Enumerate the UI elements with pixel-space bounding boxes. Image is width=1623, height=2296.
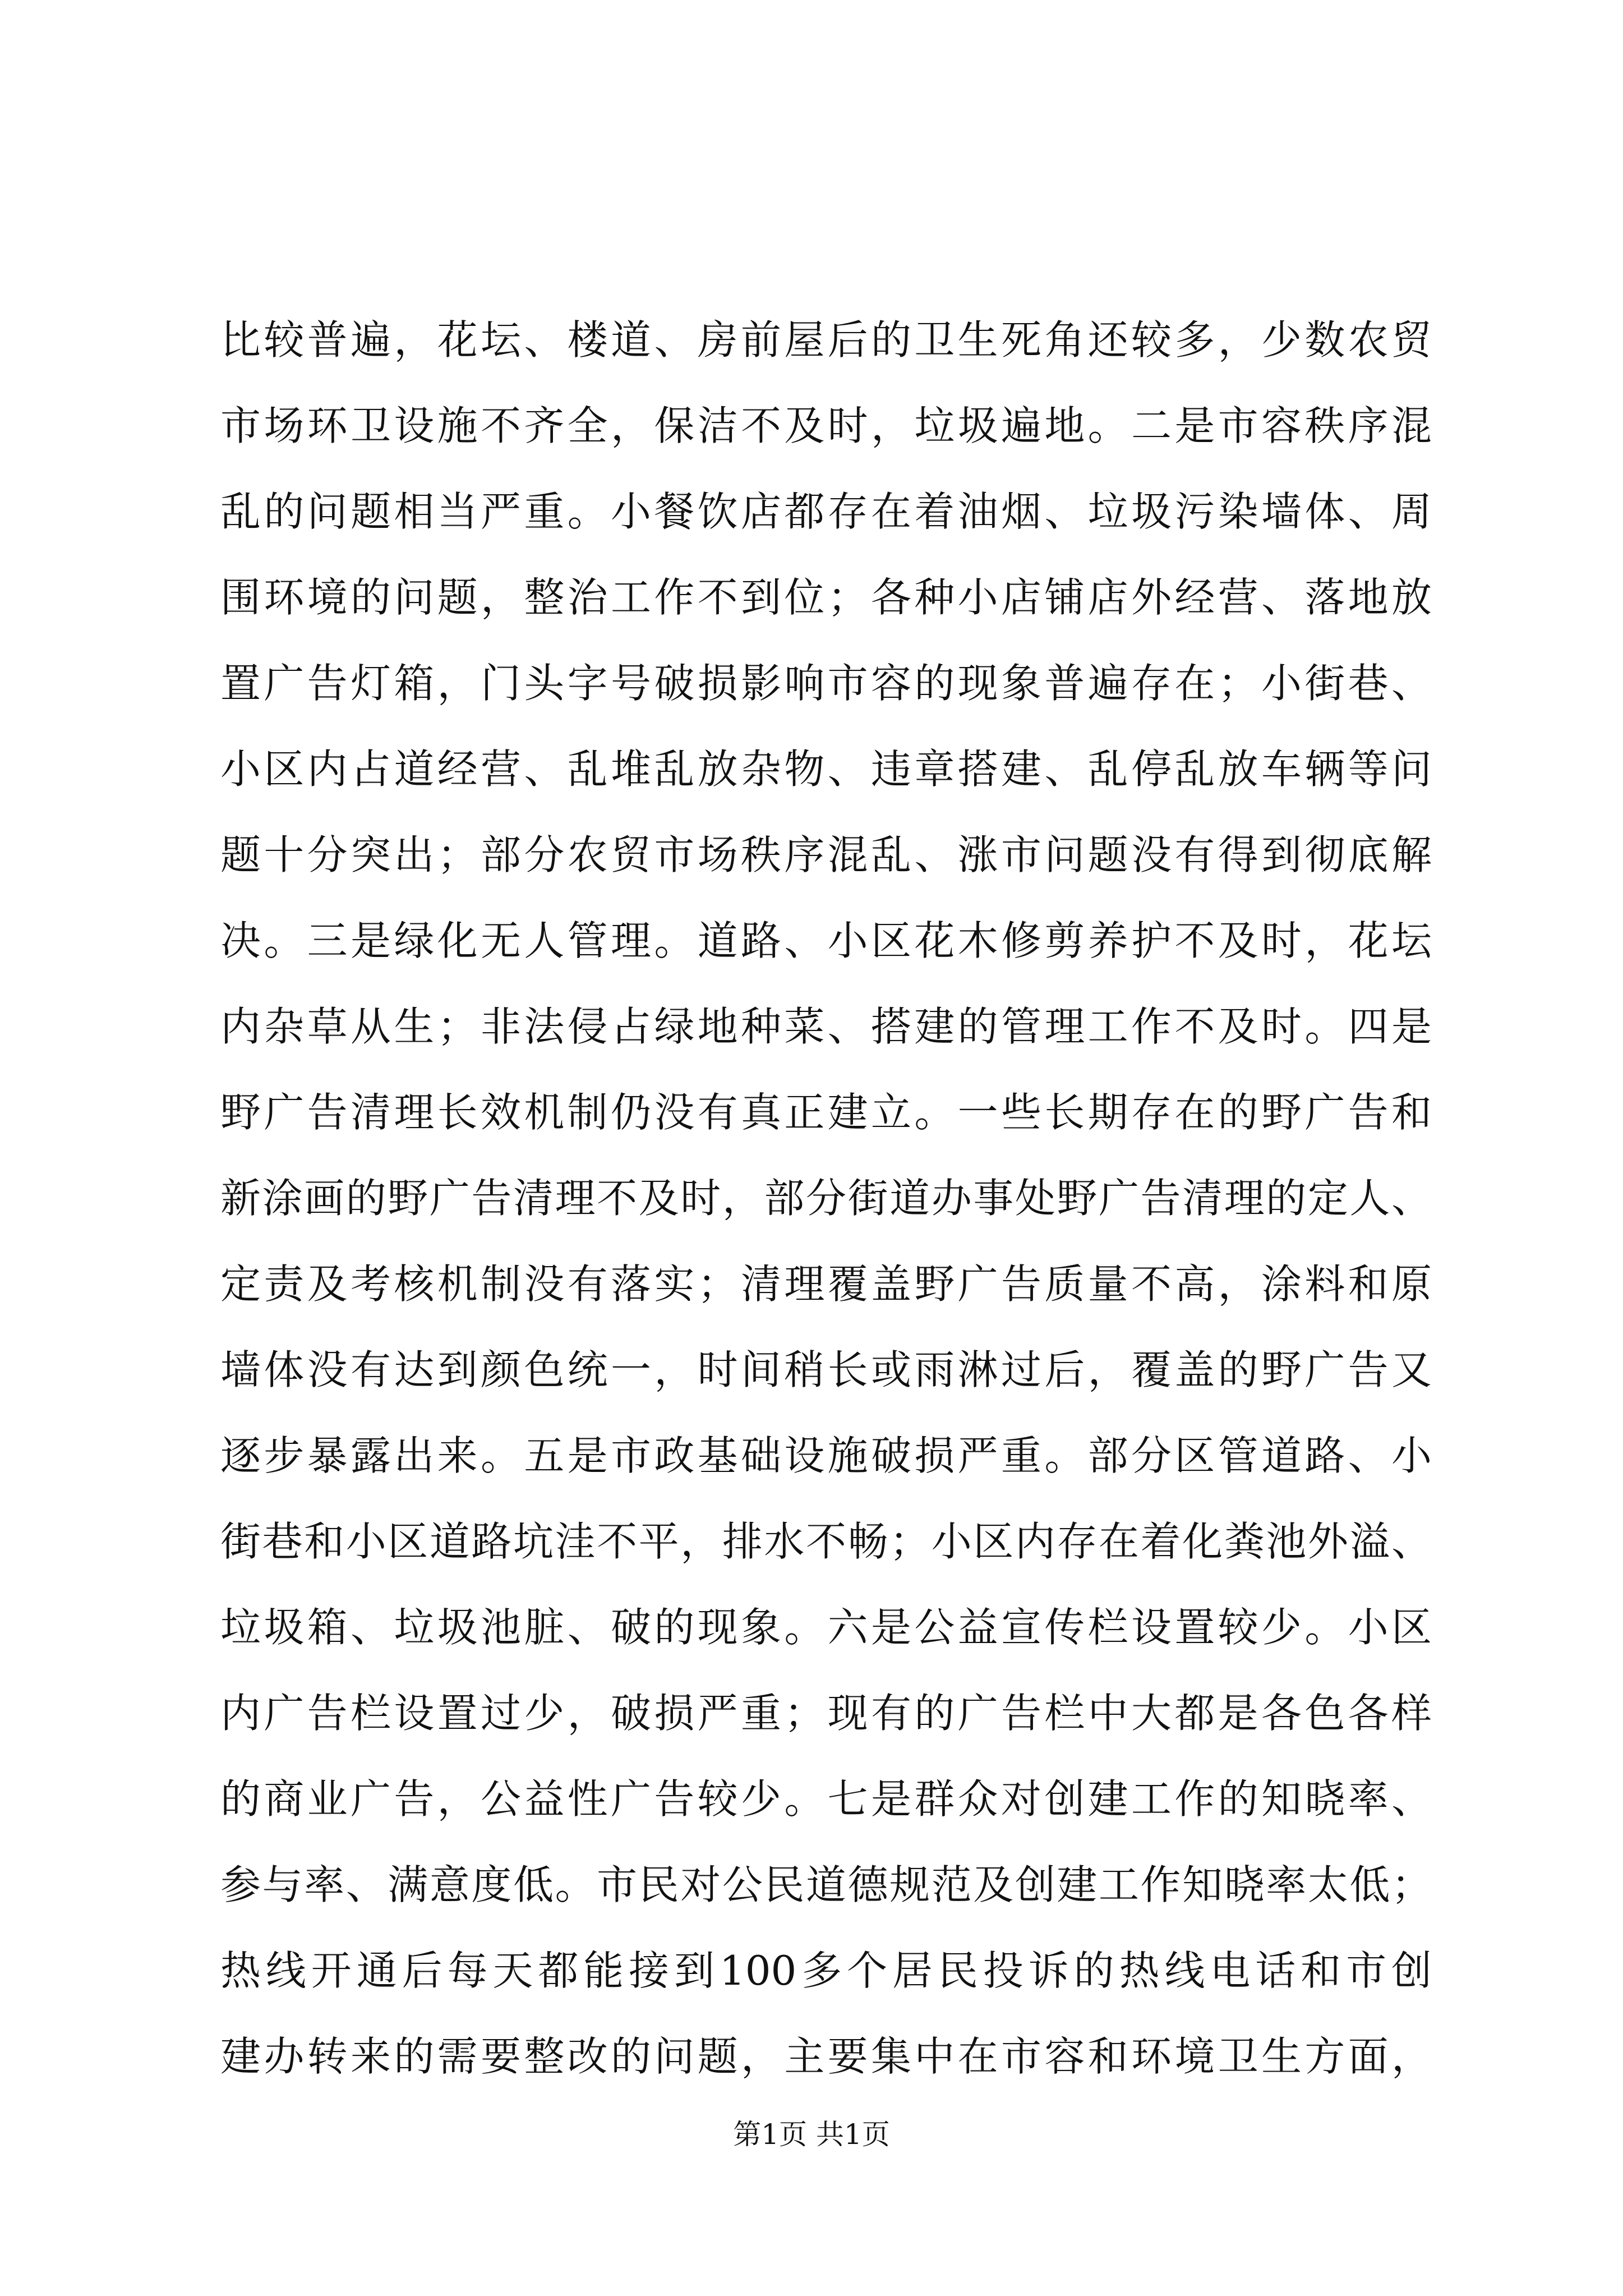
body-text [220,297,1432,2100]
text-line-4: 围环境的问题，整治工作不到位；各种小店铺店外经营、落地放 [220,574,1432,621]
text-line-12: 定责及考核机制没有落实；清理覆盖野广告质量不高，涂料和原 [220,1260,1432,1308]
page-footer: 第1页 共1页 [733,2118,890,2151]
text-line-9: 内杂草从生；非法侵占绿地种菜、搭建的管理工作不及时。四是 [220,1003,1432,1050]
text-line-20: 热线开通后每天都能接到100多个居民投诉的热线电话和市创 [220,1947,1432,1994]
text-line-10: 野广告清理长效机制仍没有真正建立。一些长期存在的野广告和 [220,1089,1432,1136]
text-line-11: 新涂画的野广告清理不及时，部分街道办事处野广告清理的定人、 [220,1175,1432,1222]
text-line-14: 逐步暴露出来。五是市政基础设施破损严重。部分区管道路、小 [220,1432,1432,1479]
text-line-21: 建办转来的需要整改的问题，主要集中在市容和环境卫生方面， [220,2033,1432,2080]
text-line-5: 置广告灯箱，门头字号破损影响市容的现象普遍存在；小街巷、 [220,660,1432,707]
text-line-6: 小区内占道经营、乱堆乱放杂物、违章搭建、乱停乱放车辆等问 [220,746,1432,793]
text-line-18: 的商业广告，公益性广告较少。七是群众对创建工作的知晓率、 [220,1775,1432,1823]
text-line-1: 比较普遍，花坛、楼道、房前屋后的卫生死角还较多，少数农贸 [220,316,1432,364]
text-line-7: 题十分突出；部分农贸市场秩序混乱、涨市问题没有得到彻底解 [220,831,1432,878]
text-line-19: 参与率、满意度低。市民对公民道德规范及创建工作知晓率太低； [220,1861,1432,1908]
text-line-16: 垃圾箱、垃圾池脏、破的现象。六是公益宣传栏设置较少。小区 [220,1604,1432,1651]
text-line-13: 墙体没有达到颜色统一，时间稍长或雨淋过后，覆盖的野广告又 [220,1346,1432,1393]
text-line-3: 乱的问题相当严重。小餐饮店都存在着油烟、垃圾污染墙体、周 [220,488,1432,535]
text-line-2: 市场环卫设施不齐全，保洁不及时，垃圾遍地。二是市容秩序混 [220,402,1432,449]
text-line-8: 决。三是绿化无人管理。道路、小区花木修剪养护不及时，花坛 [220,917,1432,964]
text-line-17: 内广告栏设置过少，破损严重；现有的广告栏中大都是各色各样 [220,1690,1432,1737]
text-line-15: 街巷和小区道路坑洼不平，排水不畅；小区内存在着化粪池外溢、 [220,1518,1432,1565]
